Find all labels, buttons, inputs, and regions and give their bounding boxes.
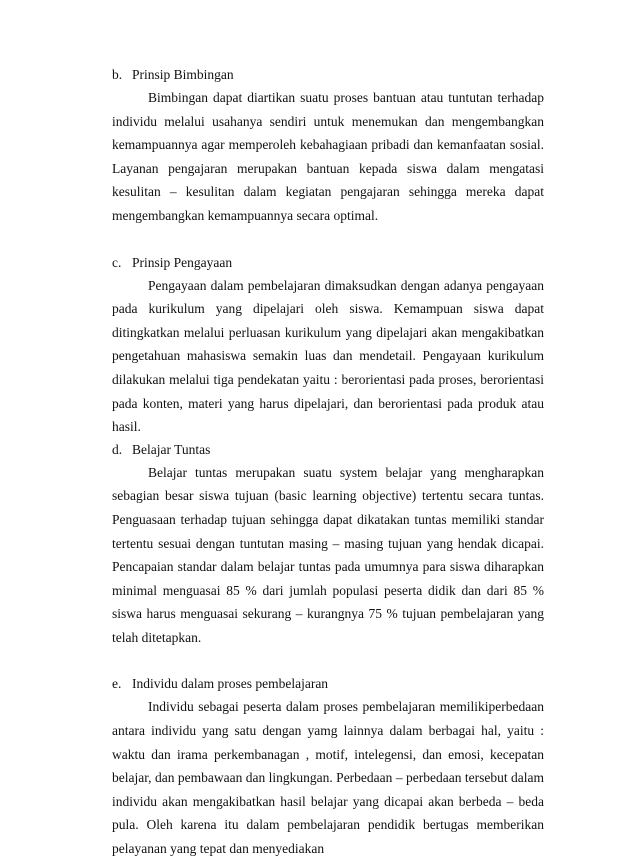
section-spacer (112, 649, 544, 673)
section-title: Individu dalam proses pembelajaran (132, 676, 329, 692)
section-heading (112, 439, 544, 461)
section-heading (112, 252, 544, 274)
section-letter: b. (112, 67, 123, 82)
section-prinsip-pengayaan (112, 252, 544, 439)
section-letter: e. (112, 676, 122, 692)
section-paragraph: Individu sebagai peserta dalam proses pembelajaran memilikiperbedaan antara individu yang satu dengan yamg lainnya dalam berbagai hal, yaitu : waktu dan irama perkembanagan , motif, intelegensi, dan emosi, kecepatan belajar, dan pembawaan dan lingkungan. Perbedaan – perbedaan tersebut dalam individu akan mengakibatkan hasil belajar yang dicapai akan berbeda – beda pula. Oleh karena itu dalam pembelajaran pendidik bertugas memberikan pelayanan yang tepat dan menyediakan (112, 699, 544, 857)
section-spacer (112, 228, 544, 252)
section-belajar-tuntas (112, 439, 544, 650)
section-letter: d. (112, 441, 123, 457)
section-paragraph: Belajar tuntas merupakan suatu system belajar yang mengharapkan sebagian besar siswa tujuan (basic learning objective) tertentu secara tuntas. Penguasaan terhadap tujuan sehingga dapat dikatakan tuntas memiliki standar tertentu sesuai dengan tuntutan masing – masing tujuan yang hendak dicapai. Pencapaian standar dalam belajar tuntas pada umumnya para siswa diharapkan minimal menguasai 85 % dari jumlah populasi peserta didik dan dari 85 % siswa harus menguasai sekurang – kurangnya 75 % tujuan pembelajaran yang telah ditetapkan. (112, 464, 544, 645)
section-letter: c. (112, 254, 122, 270)
section-heading (112, 673, 544, 695)
section-title: Belajar Tuntas (132, 441, 211, 457)
section-heading (112, 64, 544, 86)
section-individu (112, 673, 544, 860)
section-prinsip-bimbingan (112, 64, 544, 228)
document-page (112, 64, 544, 861)
section-title: Prinsip Bimbingan (132, 67, 234, 82)
section-title: Prinsip Pengayaan (132, 254, 233, 270)
section-paragraph: Bimbingan dapat diartikan suatu proses bantuan atau tuntutan terhadap individu melalui usahanya sendiri untuk menemukan dan mengembangkan kemampuannya agar memperoleh kebahagiaan pribadi dan kemanfaatan sosial. Layanan pengajaran merupakan bantuan kepada siswa dalam mengatasi kesulitan – kesulitan dalam kegiatan pengajaran sehingga mereka dapat mengembangkan kemampuannya secara optimal. (112, 90, 544, 223)
section-paragraph: Pengayaan dalam pembelajaran dimaksudkan dengan adanya pengayaan pada kurikulum yang dipelajari oleh siswa. Kemampuan siswa dapat ditingkatkan melalui perluasan kurikulum yang dipelajari akan mengakibatkan pengetahuan mahasiswa semakin luas dan mendetail. Pengayaan kurikulum dilakukan melalui tiga pendekatan yaitu : berorientasi pada proses, berorientasi pada konten, materi yang harus dipelajari, dan berorientasi pada produk atau hasil. (112, 277, 544, 435)
